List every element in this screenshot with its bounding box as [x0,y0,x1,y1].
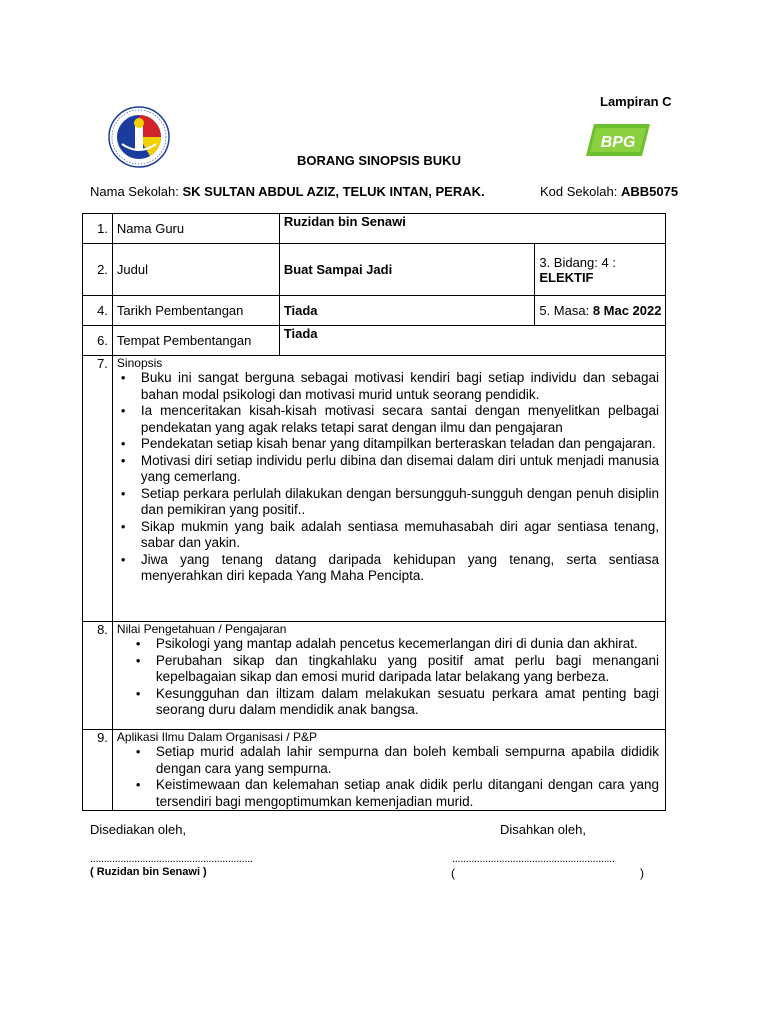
school-code-value: ABB5075 [620,184,679,199]
row-number: 2. [83,244,113,296]
school-code-line [540,184,678,199]
row-number: 4. [83,296,113,326]
time-value: 8 Mac 2022 [592,303,662,318]
row-number: 9. [83,730,113,811]
prepared-signature-line: ........................................................... [90,853,253,865]
school-name-value: SK SULTAN ABDUL AZIZ, TELUK INTAN, PERAK. [182,184,485,199]
time-label: 5. Masa: [539,303,590,318]
row-application [83,730,666,811]
list-item: • Pendekatan setiap kisah benar yang ditampilkan berteraskan teladan dan pengajaran. [113,436,665,453]
presentation-place-label: Tempat Pembentangan [112,326,279,356]
approved-name-close-paren: ) [640,866,644,880]
list-item: • Perubahan sikap dan tingkahlaku yang positif amat perlu bagi menangani kepelbagaian sikap dan emosi murid daripada latar belakang yang berbeza. [113,653,665,686]
teacher-name-value: Ruzidan bin Senawi [279,214,665,244]
synopsis-form-table [82,213,666,811]
presentation-date-value: Tiada [279,296,535,326]
list-item: • Setiap murid adalah lahir sempurna dan boleh kembali sempurna apabila dididik dengan cara yang sempurna. [113,744,665,777]
school-code-label: Kod Sekolah: [540,184,618,199]
values-cell [112,622,665,730]
synopsis-list [113,370,665,585]
list-item: • Setiap perkara perlulah dilakukan dengan bersungguh-sungguh dengan penuh disiplin dan pemikiran yang positif.. [113,486,665,519]
kpm-logo [108,106,170,168]
field-label: 3. Bidang: 4 : [539,254,616,270]
list-item: • Keistimewaan dan kelemahan setiap anak didik perlu ditangani dengan cara yang tersendiri bagi mengoptimumkan kemenjadian murid. [113,777,665,810]
row-synopsis [83,356,666,622]
presentation-place-value: Tiada [279,326,665,356]
bpg-logo-text: BPG [600,134,636,151]
synopsis-cell [112,356,665,622]
list-item: • Motivasi diri setiap individu perlu dibina dan disemai dalam diri untuk menjadi manusia yang cemerlang. [113,453,665,486]
row-number: 1. [83,214,113,244]
list-item: • Buku ini sangat berguna sebagai motivasi kendiri bagi setiap individu dan sebagai bahan modal psikologi dan motivasi murid untuk seorang pendidik. [113,370,665,403]
application-title: Aplikasi Ilmu Dalam Organisasi / P&P [116,730,317,744]
list-item: • Kesungguhan dan iltizam dalam melakukan sesuatu perkara amat penting bagi seorang duru dalam mendidik anak bangsa. [113,686,665,719]
values-title: Nilai Pengetahuan / Pengajaran [116,622,287,636]
row-title [83,244,666,296]
approved-signature-line: ........................................................... [452,853,615,865]
field-cell [535,244,666,296]
application-cell [112,730,665,811]
row-teacher-name [83,214,666,244]
title-label: Judul [112,244,279,296]
row-values [83,622,666,730]
bpg-logo [584,120,652,160]
list-item: • Psikologi yang mantap adalah pencetus kecemerlangan diri di dunia dan akhirat. [113,636,665,653]
time-cell [535,296,666,326]
prepared-by-label: Disediakan oleh, [90,822,187,837]
list-item: • Ia menceritakan kisah-kisah motivasi secara santai dengan menyelitkan pelbagai pendekatan yang agak relaks tetapi sarat dengan ilmu dan pengajaran [113,403,665,436]
attachment-label: Lampiran C [600,94,672,109]
values-list [113,636,665,719]
row-number: 6. [83,326,113,356]
synopsis-title: Sinopsis [116,356,163,370]
title-value: Buat Sampai Jadi [279,244,535,296]
school-name-line [90,184,485,199]
row-number: 7. [83,356,113,622]
school-name-label: Nama Sekolah: [90,184,179,199]
teacher-name-label: Nama Guru [112,214,279,244]
form-title: BORANG SINOPSIS BUKU [297,153,461,168]
prepared-by-name: ( Ruzidan bin Senawi ) [90,866,207,878]
field-value: ELEKTIF [539,269,594,285]
approved-name-open-paren: ( [451,866,455,880]
application-list [113,744,665,810]
list-item: • Jiwa yang tenang datang daripada kehidupan yang tenang, serta sentiasa menyerahkan diri kepada Yang Maha Pencipta. [113,552,665,585]
approved-by-label: Disahkan oleh, [500,822,586,837]
list-item: • Sikap mukmin yang baik adalah sentiasa memuhasabah diri agar sentiasa tenang, sabar dan yakin. [113,519,665,552]
presentation-date-label: Tarikh Pembentangan [112,296,279,326]
row-presentation-place [83,326,666,356]
row-number: 8. [83,622,113,730]
row-presentation-date [83,296,666,326]
